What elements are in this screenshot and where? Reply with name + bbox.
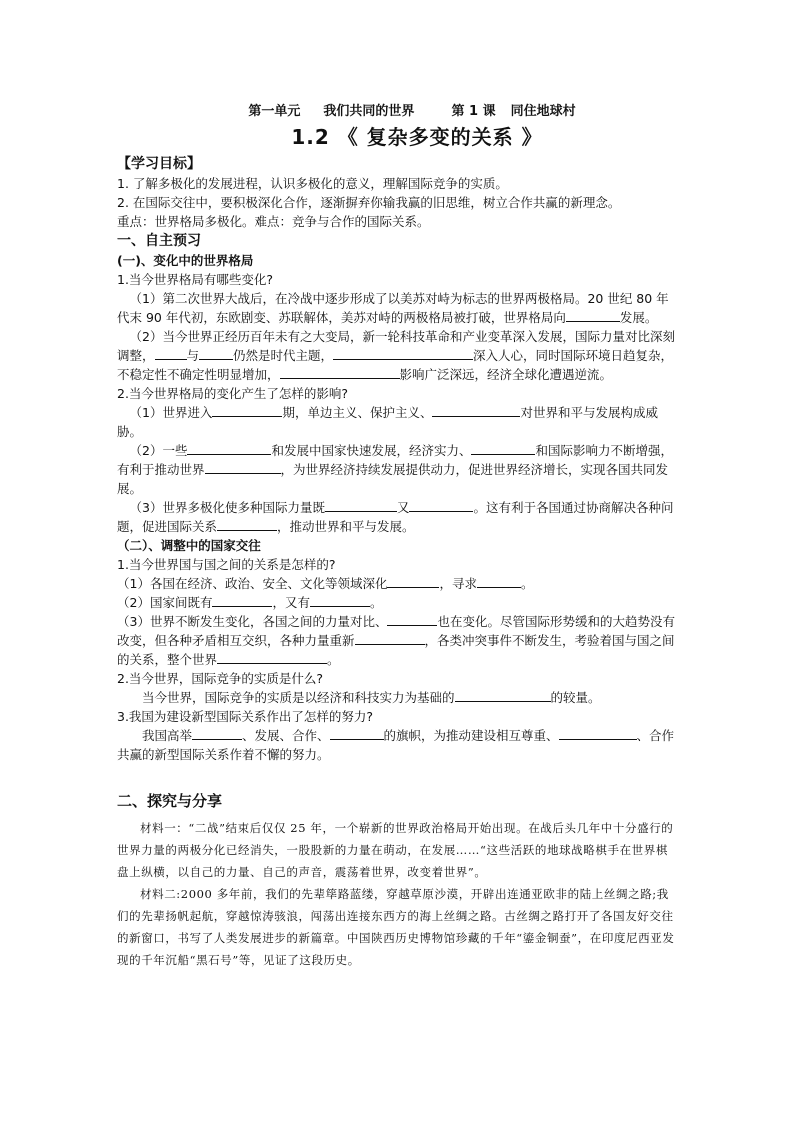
objectives-heading: 【学习目标】 xyxy=(117,156,201,172)
fill-blank[interactable] xyxy=(432,404,520,417)
question-4: 2.当今世界，国际竞争的实质是什么? xyxy=(117,671,324,686)
answer-1-para-1: （1）第二次世界大战后，在冷战中逐步形成了以美苏对峙为标志的世界两极格局。20 世纪 80 年代末 90 年代初，东欧剧变、苏联解体，美苏对峙的两极格局被打破，世界格局向 发展。 xyxy=(117,291,669,325)
document-page xyxy=(117,100,677,971)
fill-blank[interactable] xyxy=(325,499,397,512)
fill-blank[interactable] xyxy=(387,613,437,626)
unit-label: 第一单元 xyxy=(248,104,301,119)
question-2: 2.当今世界格局的变化产生了怎样的影响? xyxy=(117,386,349,401)
focus-points: 重点：世界格局多极化。难点：竞争与合作的国际关系。 xyxy=(117,214,430,229)
fill-blank[interactable] xyxy=(212,594,272,607)
objective-1: 1. 了解多极化的发展进程，认识多极化的意义，理解国际竞争的实质。 xyxy=(117,176,508,191)
fill-blank[interactable] xyxy=(330,727,384,740)
material-2: 材料二:2000 多年前，我们的先辈筚路蓝缕，穿越草原沙漠，开辟出连通亚欧非的陆上丝绸之路;我们的先辈扬帆起航，穿越惊涛骇浪，闯荡出连接东西方的海上丝绸之路。古丝绸之路打开了各国友好交往的新窗口，书写了人类发展进步的新篇章。中国陕西历史博物馆珍藏的千年“鎏金铜蚕”，在印度尼西亚发现的千年沉船“黑石号”等，见证了这段历史。 xyxy=(117,887,675,967)
fill-blank[interactable] xyxy=(455,689,551,702)
fill-blank[interactable] xyxy=(310,594,370,607)
fill-blank[interactable] xyxy=(205,461,281,474)
fill-blank[interactable] xyxy=(355,632,425,645)
unit-title: 我们共同的世界 xyxy=(323,104,415,119)
fill-blank[interactable] xyxy=(387,575,439,588)
lesson-label: 第 1 课 xyxy=(451,104,496,119)
fill-blank[interactable] xyxy=(280,366,400,379)
answer-3-para-1: （1）各国在经济、政治、安全、文化等领域深化 ，寻求 。 xyxy=(117,576,534,591)
lesson-title: 同住地球村 xyxy=(510,104,576,119)
answer-2-para-1: （1）世界进入 期，单边主义、保护主义、 对世界和平与发展构成威胁。 xyxy=(117,405,658,439)
question-5: 3.我国为建设新型国际关系作出了怎样的努力? xyxy=(117,709,374,724)
fill-blank[interactable] xyxy=(409,499,473,512)
fill-blank[interactable] xyxy=(559,727,637,740)
answer-2-para-3: （3）世界多极化使多种国际力量既 又 。这有利于各国通过协商解决各种问题，促进国际关系 ，推动世界和平与发展。 xyxy=(117,500,674,534)
answer-3-para-3: （3）世界不断发生变化，各国之间的力量对比、 也在变化。尽管国际形势缓和的大趋势没有改变，但各种矛盾相互交织，各种力量重新 ，各类冲突事件不断发生，考验着国与国之间的关系，整个世界 。 xyxy=(117,614,675,667)
answer-2-para-2: （2）一些 和发展中国家快速发展，经济实力、 和国际影响力不断增强，有利于推动世界 ，为世界经济持续发展提供动力，促进世界经济增长，实现各国共同发展。 xyxy=(117,443,673,496)
fill-blank[interactable] xyxy=(212,404,282,417)
fill-blank[interactable] xyxy=(187,442,271,455)
fill-blank[interactable] xyxy=(333,347,473,360)
question-1: 1.当今世界格局有哪些变化? xyxy=(117,272,274,287)
answer-1-para-2: （2）当今世界正经历百年未有之大变局，新一轮科技革命和产业变革深入发展，国际力量对比深刻调整， 与 仍然是时代主题， 深入人心，同时国际环境日趋复杂，不稳定性不确定性明显增加， 影响广泛深远，经济全球化遭遇逆流。 xyxy=(117,329,675,382)
answer-3-para-2: （2）国家间既有 ，又有 。 xyxy=(117,595,383,610)
material-1: 材料一：“二战”结束后仅仅 25 年，一个崭新的世界政治格局开始出现。在战后头几年中十分盛行的世界力量的两极分化已经消失，一股股新的力量在萌动，在发展……“这些活跃的地球战略棋手在世界棋盘上纵横，以自己的力量、自己的声音，震荡着世界，改变着世界”。 xyxy=(117,821,674,879)
fill-blank[interactable] xyxy=(566,309,620,322)
fill-blank[interactable] xyxy=(477,575,521,588)
part1-heading: (一)、变化中的世界格局 xyxy=(117,253,254,268)
preview-heading: 一、自主预习 xyxy=(117,233,201,249)
unit-header xyxy=(147,100,677,119)
fill-blank[interactable] xyxy=(217,651,327,664)
page-title: 1.2 《 复杂多变的关系 》 xyxy=(291,125,543,149)
fill-blank[interactable] xyxy=(217,518,277,531)
part2-heading: （二）、调整中的国家交往 xyxy=(117,538,261,553)
fill-blank[interactable] xyxy=(471,442,535,455)
answer-5: 我国高举 、发展、合作、 的旗帜，为推动建设相互尊重、 、合作共赢的新型国际关系作着不懈的努力。 xyxy=(117,728,675,762)
explore-heading: 二、探究与分享 xyxy=(117,792,223,810)
objective-2: 2. 在国际交往中，要积极深化合作，逐渐摒弃你输我赢的旧思维，树立合作共赢的新理念。 xyxy=(117,195,621,210)
question-3: 1.当今世界国与国之间的关系是怎样的? xyxy=(117,557,336,572)
fill-blank[interactable] xyxy=(199,347,233,360)
fill-blank[interactable] xyxy=(192,727,242,740)
answer-4: 当今世界，国际竞争的实质是以经济和科技实力为基础的 的较量。 xyxy=(142,690,601,705)
fill-blank[interactable] xyxy=(155,347,187,360)
